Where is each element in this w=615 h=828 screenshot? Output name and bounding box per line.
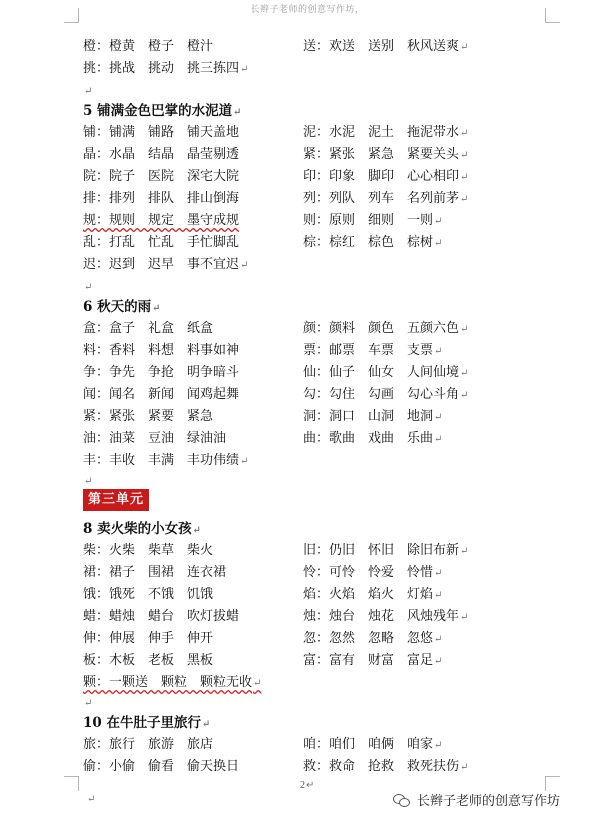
word-entry-right: 曲：歌曲 戏曲 乐曲↵ (303, 431, 443, 446)
word-entry-right: 列：列队 列车 名列前茅↵ (303, 191, 469, 206)
word-entry-left: 排：排列 排队 排山倒海 (83, 191, 240, 206)
wechat-icon (393, 793, 411, 807)
word-entry-left: 偷：小偷 偷看 偷天换日 (83, 759, 240, 774)
unit-heading: 第三单元 (83, 489, 149, 511)
word-entry-left: 闻：闻名 新闻 闻鸡起舞 (83, 387, 240, 402)
word-entry-right: 怜：可怜 怜爱 怜惜↵ (303, 565, 443, 580)
word-entry-left: 柴：火柴 柴草 柴火 (83, 543, 214, 558)
word-entry-left: 紧：紧张 紧要 紧急 (83, 409, 214, 424)
lesson-title: 8 卖火柴的小女孩↵ (83, 521, 201, 537)
word-entry-left: 蜡：蜡烛 蜡台 吹灯拔蜡 (83, 609, 240, 624)
lesson-title: 10 在牛肚子里旅行↵ (83, 715, 211, 731)
crop-mark-bottom-right (545, 776, 560, 791)
word-entry-right: 忽：忽然 忽略 忽悠↵ (303, 631, 443, 646)
word-entry-right: 送：欢送 送别 秋风送爽↵ (303, 39, 469, 54)
word-entry-left: 盒：盒子 礼盒 纸盒 (83, 321, 214, 336)
word-entry-left: 颗：一颗送 颗粒 颗粒无收↵ (83, 675, 262, 690)
word-entry-left: 伸：伸展 伸手 伸开 (83, 631, 214, 646)
word-entry-left: 丰：丰收 丰满 丰功伟绩↵ (83, 453, 249, 468)
empty-paragraph: ↵ (84, 698, 93, 709)
word-entry-right: 焰：火焰 焰火 灯焰↵ (303, 587, 443, 602)
word-entry-left: 争：争先 争抢 明争暗斗 (83, 365, 240, 380)
empty-paragraph: ↵ (84, 86, 93, 97)
word-entry-right: 则：原则 细则 一则↵ (303, 213, 443, 228)
word-entry-right: 勾：勾住 勾画 勾心斗角↵ (303, 387, 469, 402)
word-entry-right: 富：富有 财富 富足↵ (303, 653, 443, 668)
word-entry-right: 仙：仙子 仙女 人间仙境↵ (303, 365, 469, 380)
lesson-title: 6 秋天的雨↵ (83, 299, 161, 315)
word-entry-right: 旧：仍旧 怀旧 除旧布新↵ (303, 543, 469, 558)
word-entry-right: 紧：紧张 紧急 紧要关头↵ (303, 147, 469, 162)
page-header: 长辫子老师的创意写作坊， (250, 5, 365, 15)
word-entry-left: 规：规则 规定 墨守成规 (83, 213, 240, 228)
footer-paragraph-mark: ↵ (87, 794, 96, 805)
word-entry-right: 救：救命 抢救 救死扶伤↵ (303, 759, 469, 774)
word-entry-left: 饿：饿死 不饿 饥饿 (83, 587, 214, 602)
word-entry-right: 颜：颜料 颜色 五颜六色↵ (303, 321, 469, 336)
word-entry-left: 挑：挑战 挑动 挑三拣四↵ (83, 61, 249, 76)
word-entry-left: 板：木板 老板 黑板 (83, 653, 214, 668)
word-entry-right: 洞：洞口 山洞 地洞↵ (303, 409, 443, 424)
word-entry-left: 旅：旅行 旅游 旅店 (83, 737, 214, 752)
word-entry-right: 烛：烛台 烛花 风烛残年↵ (303, 609, 469, 624)
word-entry-left: 院：院子 医院 深宅大院 (83, 169, 240, 184)
word-entry-right: 票：邮票 车票 支票↵ (303, 343, 443, 358)
crop-mark-top-left (64, 8, 79, 23)
word-entry-right: 棕：棕红 棕色 棕树↵ (303, 235, 443, 250)
lesson-title: 5 铺满金色巴掌的水泥道↵ (83, 103, 242, 119)
empty-paragraph: ↵ (84, 282, 93, 293)
empty-paragraph: ↵ (84, 476, 93, 487)
word-entry-left: 乱：打乱 忙乱 手忙脚乱 (83, 235, 240, 250)
word-entry-left: 料：香料 料想 料事如神 (83, 343, 240, 358)
word-entry-left: 裙：裙子 围裙 连衣裙 (83, 565, 227, 580)
watermark (393, 790, 560, 809)
watermark-text: 长辫子老师的创意写作坊 (417, 794, 561, 809)
word-entry-left: 橙：橙黄 橙子 橙汁 (83, 39, 214, 54)
page-number: 2↵ (300, 780, 315, 791)
word-entry-left: 迟：迟到 迟早 事不宜迟↵ (83, 257, 249, 272)
word-entry-right: 印：印象 脚印 心心相印↵ (303, 169, 469, 184)
word-entry-right: 咱：咱们 咱俩 咱家↵ (303, 737, 443, 752)
crop-mark-bottom-left (64, 776, 79, 791)
crop-mark-top-right (545, 8, 560, 23)
word-entry-left: 铺：铺满 铺路 铺天盖地 (83, 125, 240, 140)
word-entry-left: 晶：水晶 结晶 晶莹剔透 (83, 147, 240, 162)
word-entry-left: 油：油菜 豆油 绿油油 (83, 431, 227, 446)
word-entry-right: 泥：水泥 泥土 拖泥带水↵ (303, 125, 469, 140)
